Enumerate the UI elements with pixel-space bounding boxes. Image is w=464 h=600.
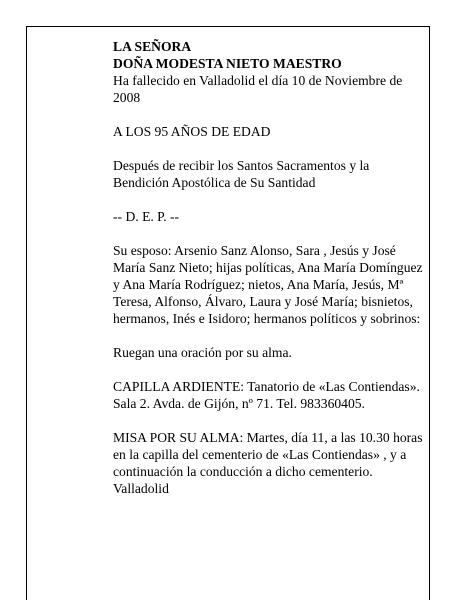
border-left: [26, 26, 27, 600]
border-right: [429, 26, 430, 600]
family-text: Su esposo: Arsenio Sanz Alonso, Sara , Jesús y José María Sanz Nieto; hijas políticas, Ana María Domínguez y Ana María Rodríguez; nietos, Ana María, Jesús, Mª Teresa, Alfonso, Álvaro, Laura y José María; bisnietos, hermanos, Inés e Isidoro; hermanos políticos y sobrinos:: [113, 243, 423, 326]
rip-line: -- D. E. P. --: [113, 209, 180, 224]
prayer-request: Ruegan una oración por su alma.: [113, 345, 292, 360]
chapel-text: Tanatorio de «Las Contiendas». Sala 2. Avda. de Gijón, nº 71. Tel. 983360405.: [113, 379, 420, 411]
notice-title-line2: DOÑA MODESTA NIETO MAESTRO: [113, 56, 342, 71]
mass-label: MISA POR SU ALMA:: [113, 430, 244, 445]
mass-text: Martes, día 11, a las 10.30 horas en la capilla del cementerio de «Las Contiendas» , y a continuación la conducción a dicho cementerio.: [113, 430, 423, 479]
sacraments-text: Después de recibir los Santos Sacramentos y la Bendición Apostólica de Su Santidad: [113, 158, 370, 190]
death-info: Ha fallecido en Valladolid el día 10 de Noviembre de 2008: [113, 73, 403, 105]
city-line: Valladolid: [113, 481, 169, 496]
age-line: A LOS 95 AÑOS DE EDAD: [113, 124, 271, 139]
notice-title-line1: LA SEÑORA: [113, 39, 192, 54]
chapel-info: [113, 378, 427, 412]
border-top: [26, 26, 430, 27]
chapel-label: CAPILLA ARDIENTE:: [113, 379, 245, 394]
mass-info: [113, 429, 427, 480]
obituary-notice: [113, 38, 427, 497]
